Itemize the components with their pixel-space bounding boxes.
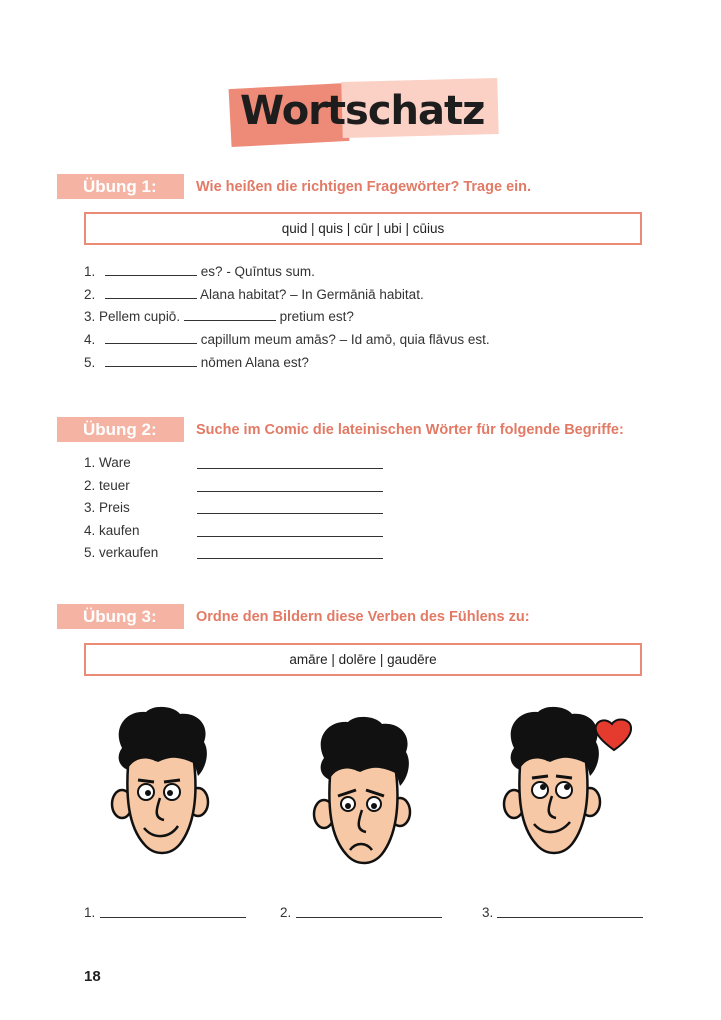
- exercise3-instruction: Ordne den Bildern diese Verben des Fühlens zu:: [196, 609, 530, 625]
- answer-number: 2.: [280, 905, 292, 920]
- answer-line[interactable]: [100, 917, 246, 918]
- happy-face-image: [108, 706, 212, 862]
- answer-line[interactable]: [197, 536, 383, 537]
- exercise3-label: Übung 3:: [57, 604, 184, 629]
- item-number: 5.: [84, 355, 96, 370]
- answer-line[interactable]: [497, 917, 643, 918]
- answer-number: 1.: [84, 905, 96, 920]
- item-text: pretium est?: [279, 309, 354, 324]
- answer-blank[interactable]: [105, 331, 197, 344]
- exercise2-term: 1. Ware: [84, 455, 131, 470]
- exercise2-term: 4. kaufen: [84, 523, 140, 538]
- exercise1-word-box: quid | quis | cūr | ubi | cūius: [84, 212, 642, 245]
- item-text: capillum meum amās? – Id amō, quia flāvus est.: [200, 332, 490, 347]
- answer-line[interactable]: [197, 491, 383, 492]
- answer-blank[interactable]: [184, 308, 276, 321]
- answer-line[interactable]: [296, 917, 442, 918]
- answer-blank[interactable]: [105, 354, 197, 367]
- page-number: 18: [84, 968, 101, 985]
- title-text: [240, 88, 484, 134]
- exercise1-item: [84, 308, 354, 324]
- item-number: 2.: [84, 287, 96, 302]
- exercise2-term: 2. teuer: [84, 478, 130, 493]
- exercise2-instruction: Suche im Comic die lateinischen Wörter für folgende Begriffe:: [196, 422, 624, 438]
- exercise1-label: Übung 1:: [57, 174, 184, 199]
- item-number: 3.: [84, 309, 96, 324]
- item-number: 1.: [84, 264, 96, 279]
- title-part1: Wort: [240, 88, 346, 134]
- answer-blank[interactable]: [105, 263, 197, 276]
- answer-number: 3.: [482, 905, 494, 920]
- answer-line[interactable]: [197, 468, 383, 469]
- exercise2-term: 5. verkaufen: [84, 545, 159, 560]
- heart-icon: [594, 718, 634, 752]
- title-part2: schatz: [345, 88, 485, 134]
- item-text: nōmen Alana est?: [200, 355, 309, 370]
- exercise1-item: [84, 331, 490, 347]
- exercise1-item: [84, 286, 424, 302]
- exercise1-item: [84, 354, 309, 370]
- exercise1-item: [84, 263, 315, 279]
- item-text: Alana habitat? – In Germāniā habitat.: [200, 287, 424, 302]
- sad-face-image: [310, 716, 414, 872]
- page-title: [230, 80, 500, 146]
- exercise1-instruction: Wie heißen die richtigen Fragewörter? Trage ein.: [196, 179, 532, 195]
- item-number: 4.: [84, 332, 96, 347]
- item-text-before: Pellem cupiō.: [99, 309, 181, 324]
- answer-blank[interactable]: [105, 286, 197, 299]
- answer-line[interactable]: [197, 513, 383, 514]
- exercise2-label: Übung 2:: [57, 417, 184, 442]
- exercise2-term: 3. Preis: [84, 500, 130, 515]
- exercise3-word-box: amāre | dolēre | gaudēre: [84, 643, 642, 676]
- loving-face-image: [500, 706, 604, 862]
- item-text: es? - Quīntus sum.: [200, 264, 315, 279]
- answer-line[interactable]: [197, 558, 383, 559]
